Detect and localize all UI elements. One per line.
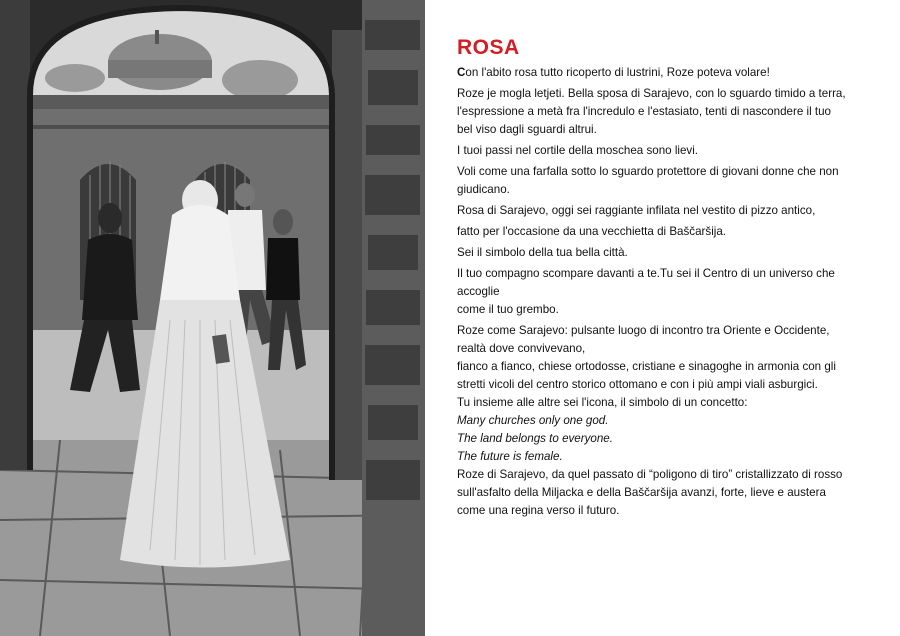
text-line-content: on l'abito rosa tutto ricoperto di lustrini, Roze poteva volare! <box>465 66 770 79</box>
text-line-content: fianco a fianco, chiese ortodosse, cristiane e sinagoghe in armonia con gli <box>457 360 836 373</box>
text-line-content: The future is female. <box>457 450 563 463</box>
text-line <box>457 412 877 430</box>
text-line <box>457 358 877 376</box>
text-line <box>457 376 877 394</box>
text-line <box>457 301 877 319</box>
text-line <box>457 181 877 199</box>
text-line <box>457 448 877 466</box>
text-line-content: Many churches only one god. <box>457 414 609 427</box>
text-line <box>457 121 877 139</box>
text-line <box>457 394 877 412</box>
text-line <box>457 484 877 502</box>
text-line-content: l'espressione a metà fra l'incredulo e l'estasiato, tenti di nascondere il tuo <box>457 105 831 118</box>
text-line-content: Roze je mogla letjeti. Bella sposa di Sarajevo, con lo sguardo timido a terra, <box>457 87 846 100</box>
text-line-content: bel viso dagli sguardi altrui. <box>457 123 597 136</box>
text-line <box>457 430 877 448</box>
text-line-content: giudicano. <box>457 183 510 196</box>
text-line <box>457 64 877 82</box>
text-line-content: stretti vicoli del centro storico ottomano e con i più ampi viali asburgici. <box>457 378 818 391</box>
drop-cap: C <box>457 66 466 79</box>
text-line-content: Il tuo compagno scompare davanti a te.Tu sei il Centro di un universo che <box>457 267 835 280</box>
text-line-content: come una regina verso il futuro. <box>457 504 620 517</box>
text-line <box>457 265 877 283</box>
text-line-content: Voli come una farfalla sotto lo sguardo protettore di giovani donne che non <box>457 165 839 178</box>
text-line-content: Tu insieme alle altre sei l'icona, il simbolo di un concetto: <box>457 396 748 409</box>
text-line <box>457 283 877 301</box>
poem-body <box>457 64 877 520</box>
bride-photo <box>0 0 425 636</box>
text-column <box>457 36 877 520</box>
text-line <box>457 202 877 220</box>
text-line <box>457 340 877 358</box>
text-line-content: Sei il simbolo della tua bella città. <box>457 246 628 259</box>
text-line <box>457 502 877 520</box>
text-line-content: realtà dove convivevano, <box>457 342 586 355</box>
text-line-content: accoglie <box>457 285 500 298</box>
text-line <box>457 223 877 241</box>
text-line <box>457 466 877 484</box>
text-line <box>457 163 877 181</box>
text-line-content: The land belongs to everyone. <box>457 432 613 445</box>
text-line <box>457 244 877 262</box>
text-line-content: come il tuo grembo. <box>457 303 559 316</box>
text-line <box>457 322 877 340</box>
text-line-content: I tuoi passi nel cortile della moschea sono lievi. <box>457 144 699 157</box>
text-line-content: Roze come Sarajevo: pulsante luogo di incontro tra Oriente e Occidente, <box>457 324 830 337</box>
page-title: ROSA <box>457 36 520 59</box>
text-line <box>457 103 877 121</box>
text-line-content: Rosa di Sarajevo, oggi sei raggiante infilata nel vestito di pizzo antico, <box>457 204 816 217</box>
text-line <box>457 85 877 103</box>
text-line-content: Roze di Sarajevo, da quel passato di “poligono di tiro” cristallizzato di rosso <box>457 468 843 481</box>
text-line <box>457 142 877 160</box>
text-line-content: fatto per l'occasione da una vecchietta di Baščaršija. <box>457 225 727 238</box>
text-line-content: sull'asfalto della Miljacka e della Baščaršija avanzi, forte, lieve e austera <box>457 486 826 499</box>
